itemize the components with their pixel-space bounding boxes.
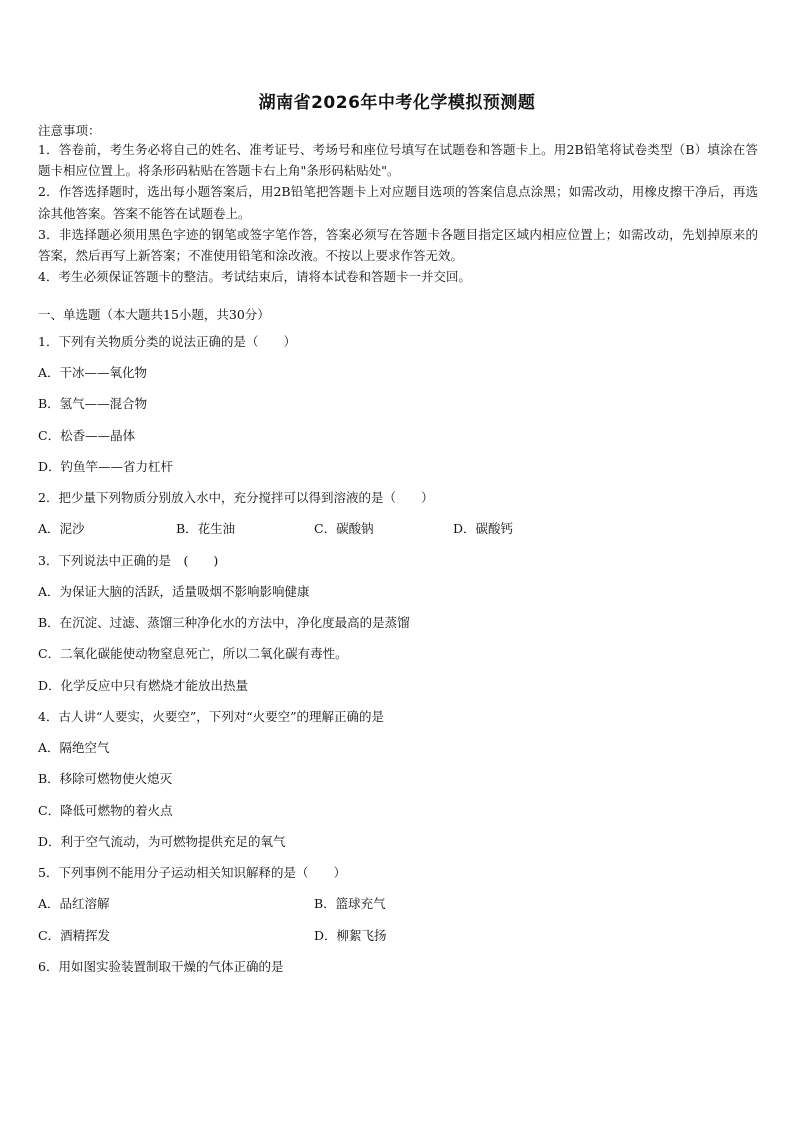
question-option: D．利于空气流动，为可燃物提供充足的氧气 <box>38 834 286 849</box>
question-option: C．酒精挥发 <box>38 928 111 943</box>
question-option: B．氢气——混合物 <box>38 396 148 411</box>
question-stem: 6．用如图实验装置制取干燥的气体正确的是 <box>38 959 284 974</box>
notice-item: 3．非选择题必须用黑色字迹的钢笔或签字笔作答，答案必须写在答题卡各题目指定区域内相应位置上；如需改动，先划掉原来的答案，然后再写上新答案；不准使用铅笔和涂改液。不按以上要求作答无效。 <box>38 226 758 264</box>
question-option: D．碳酸钙 <box>453 521 514 536</box>
question-stem: 2．把少量下列物质分别放入水中，充分搅拌可以得到溶液的是（ ） <box>38 490 434 505</box>
question-option: B．花生油 <box>176 521 236 536</box>
question-option: B．在沉淀、过滤、蒸馏三种净化水的方法中，净化度最高的是蒸馏 <box>38 615 410 630</box>
notice-item: 1．答卷前，考生务必将自己的姓名、准考证号、考场号和座位号填写在试题卷和答题卡上。用2B铅笔将试卷类型（B）填涂在答题卡相应位置上。将条形码粘贴在答题卡右上角"条形码粘贴处"。 <box>38 142 758 179</box>
question-option: C．二氧化碳能使动物窒息死亡，所以二氧化碳有毒性。 <box>38 646 348 661</box>
question-stem: 3．下列说法中正确的是 ( ) <box>38 553 219 568</box>
question-option: A．为保证大脑的活跃，适量吸烟不影响影响健康 <box>38 584 310 599</box>
question-option: B．篮球充气 <box>314 896 386 911</box>
page-title: 湖南省2026年中考化学模拟预测题 <box>258 93 536 113</box>
notice-item: 4．考生必须保证答题卡的整洁。考试结束后，请将本试卷和答题卡一并交回。 <box>38 269 471 285</box>
question-option: A．干冰——氧化物 <box>38 365 148 380</box>
question-option: D．钓鱼竿——省力杠杆 <box>38 459 174 474</box>
question-option: B．移除可燃物使火熄灭 <box>38 771 173 786</box>
question-stem: 5．下列事例不能用分子运动相关知识解释的是（ ） <box>38 865 346 880</box>
question-option: C．降低可燃物的着火点 <box>38 803 173 818</box>
notice-list <box>38 139 758 287</box>
question-option: D．柳絮飞扬 <box>314 928 387 943</box>
question-option: A．隔绝空气 <box>38 740 110 755</box>
question-option: D．化学反应中只有燃烧才能放出热量 <box>38 678 249 693</box>
notice-heading: 注意事项： <box>38 123 101 138</box>
question-option: A．泥沙 <box>38 521 85 536</box>
question-option: A．品红溶解 <box>38 896 110 911</box>
question-option: C．碳酸钠 <box>314 521 374 536</box>
notice-item: 2．作答选择题时，选出每小题答案后，用2B铅笔把答题卡上对应题目选项的答案信息点涂黑；如需改动，用橡皮擦干净后，再选涂其他答案。答案不能答在试题卷上。 <box>38 184 758 221</box>
question-stem: 4．古人讲“人要实，火要空”，下列对“火要空”的理解正确的是 <box>38 709 385 724</box>
question-option: C．松香——晶体 <box>38 428 136 443</box>
section-heading: 一、单选题（本大题共15小题，共30分） <box>38 307 270 322</box>
question-stem: 1．下列有关物质分类的说法正确的是（ ） <box>38 334 296 349</box>
